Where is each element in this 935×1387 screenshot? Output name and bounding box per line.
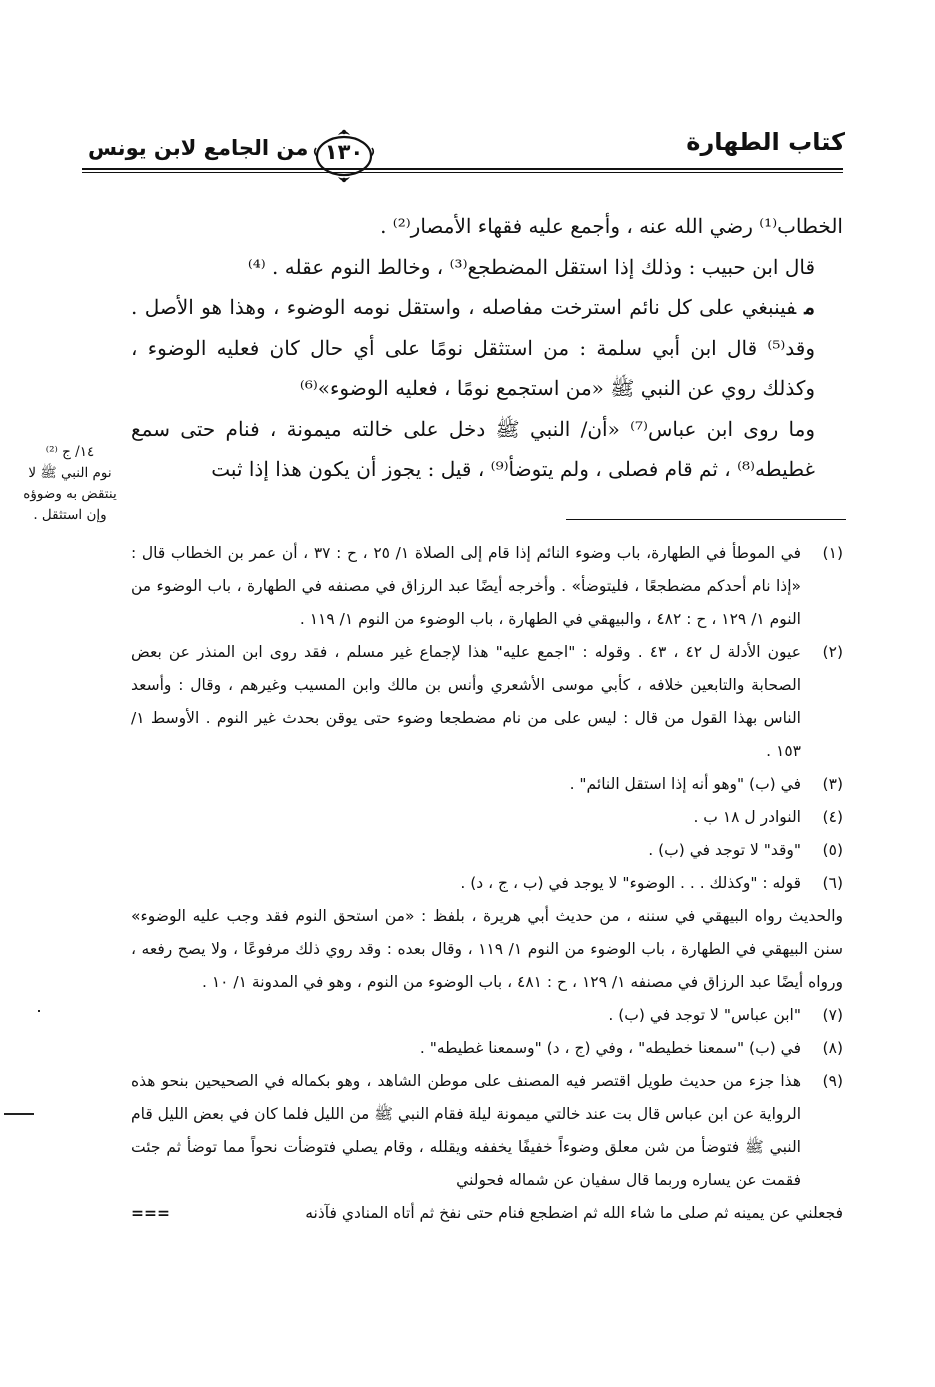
paragraph: الخطاب⁽¹⁾ رضي الله عنه ، وأجمع عليه فقهاء الأمصار⁽²⁾ . <box>380 214 843 238</box>
footnote-text: عيون الأدلة ل ٤٢ ، ٤٣ . وقوله : "اجمع عليه" هذا لإجماع غير مسلم ، فقد روى ابن المنذر عن بعض الصحابة والتابعين خلافه ، كأبي موسى الأشعري وأنس بن مالك وابن المسيب وغيرهم ، وقال : وأسعد الناس بهذا القول من قال : ليس على من نام مضطجعا وضوء حتى يوقن بحدث غير النوم . الأوسط ١/ ١٥٣ . <box>131 643 801 760</box>
footnote <box>131 834 843 867</box>
footnote-number: (٩) <box>822 1072 843 1090</box>
page-number: ١٣٠ <box>324 140 364 164</box>
footnote-continuation: والحديث رواه البيهقي في سننه ، من حديث أبي هريرة ، بلفظ : «من استحق النوم فقد وجب عليه الوضوء» سنن البيهقي في الطهارة ، باب الوضوء من النوم ١/ ١١٩ ، وقال بعده : وقد روي ذلك مرفوعًا ، ولا يصح رفعه ، ورواه أيضًا عبد الرزاق في مصنفه ١/ ١٢٩ ، ح : ٤٨١ ، باب الوضوء من النوم ، وهو في المدونة ١/ ١٠ . <box>131 907 843 991</box>
footnote-text: "وقد" لا توجد في (ب) . <box>648 841 801 859</box>
margin-note <box>18 442 122 526</box>
scan-mark <box>4 1113 34 1115</box>
footnote-number: (٨) <box>822 1039 843 1057</box>
footnote-number: (١) <box>822 544 843 562</box>
paragraph: قال ابن حبيب : وذلك إذا استقل المضطجع⁽³⁾ ، وخالط النوم عقله . ⁽⁴⁾ <box>247 254 815 279</box>
footnote <box>131 768 843 801</box>
paragraph <box>131 287 843 409</box>
footnote-number: (٧) <box>822 1006 843 1024</box>
footnote-text: النوادر ل ١٨ ب . <box>693 808 801 826</box>
margin-note-text: نوم النبي ﷺ لا ينتقض به وضوؤه وإن استثقل . <box>23 465 117 523</box>
source-title: من الجامع لابن يونس <box>88 136 309 160</box>
footnote <box>131 1032 843 1065</box>
scan-mark <box>38 1010 40 1012</box>
footnotes <box>131 537 843 1230</box>
footnote-text: في (ب) "وهو أنه إذا استقل النائم" . <box>569 775 801 793</box>
footnote-text: قوله : "وكذلك . . . الوضوء" لا يوجد في (ب ، ج ، د) . <box>460 874 801 892</box>
footnote <box>131 1065 843 1197</box>
footnote <box>131 636 843 768</box>
footnote-number: (٣) <box>822 775 843 793</box>
footnote <box>131 801 843 834</box>
footnote-text: "ابن عباس" لا توجد في (ب) . <box>608 1006 801 1024</box>
continuation-mark: === <box>131 1204 170 1222</box>
paragraph-text: فينبغي على كل نائم استرخت مفاصله ، واستقل نومه الوضوء ، وهذا هو الأصل . وقد⁽⁵⁾ قال ابن أبي سلمة : من استثقل نومًا على أي حال كان فعليه الوضوء ، وكذلك روي عن النبي ﷺ «من استجمع نومًا ، فعليه الوضوء»⁽⁶⁾ <box>131 295 815 400</box>
footnote <box>131 999 843 1032</box>
footnote-text: هذا جزء من حديث طويل اقتصر فيه المصنف على موطن الشاهد ، وهو بكماله في الصحيحين بنحو هذه الرواية عن ابن عباس قال بت عند خالتي ميمونة ليلة فقام النبي ﷺ من الليل فلما كان في بعض الليل قام النبي ﷺ فتوضأ من شن معلق وضوءاً خفيفًا يخففه ويقلله ، وقام يصلي فتوضأت نحواً مما توضأ ثم جئت فقمت عن يساره وربما قال سفيان عن شماله فحولني <box>131 1072 801 1189</box>
footnote-text: فجعلني عن يمينه ثم صلى ما شاء الله ثم اضطجع فنام حتى نفخ ثم أتاه المنادي فآذنه <box>305 1204 843 1222</box>
main-text <box>131 206 843 490</box>
paragraph-marker: م <box>804 295 815 319</box>
footnote-text: في (ب) "سمعنا خطيطه" ، وفي (ج ، د) "وسمعنا غطيطه" . <box>419 1039 801 1057</box>
margin-note-ref: ١٤/ ج ⁽²⁾ <box>45 444 95 460</box>
footnote-last-line <box>131 1197 843 1230</box>
footnote-number: (٤) <box>822 808 843 826</box>
footnote-divider <box>566 519 846 520</box>
footnote <box>131 537 843 636</box>
paragraph: وما روى ابن عباس⁽⁷⁾ «أن/ النبي ﷺ دخل على خالته ميمونة ، فنام حتى سمع غطيطه⁽⁸⁾ ، ثم قام فصلى ، ولم يتوضأ⁽⁹⁾ ، قيل : يجوز أن يكون هذا إذا ثبت <box>131 416 815 481</box>
footnote-number: (٦) <box>822 874 843 892</box>
footnote-number: (٢) <box>822 643 843 661</box>
footnote-number: (٥) <box>822 841 843 859</box>
book-title: كتاب الطهارة <box>686 128 845 156</box>
header-rule <box>82 168 843 173</box>
footnote-text: في الموطأ في الطهارة، باب وضوء النائم إذا قام إلى الصلاة ١/ ٢٥ ، ح : ٣٧ ، أن عمر بن الخطاب قال : «إذا نام أحدكم مضطجعًا ، فليتوضأ» . وأخرجه أيضًا عبد الرزاق في مصنفه في الطهارة ، باب الوضوء من النوم ١/ ١٢٩ ، ح : ٤٨٢ ، والبيهقي في الطهارة ، باب الوضوء من النوم ١/ ١١٩ . <box>131 544 801 628</box>
footnote <box>131 867 843 900</box>
